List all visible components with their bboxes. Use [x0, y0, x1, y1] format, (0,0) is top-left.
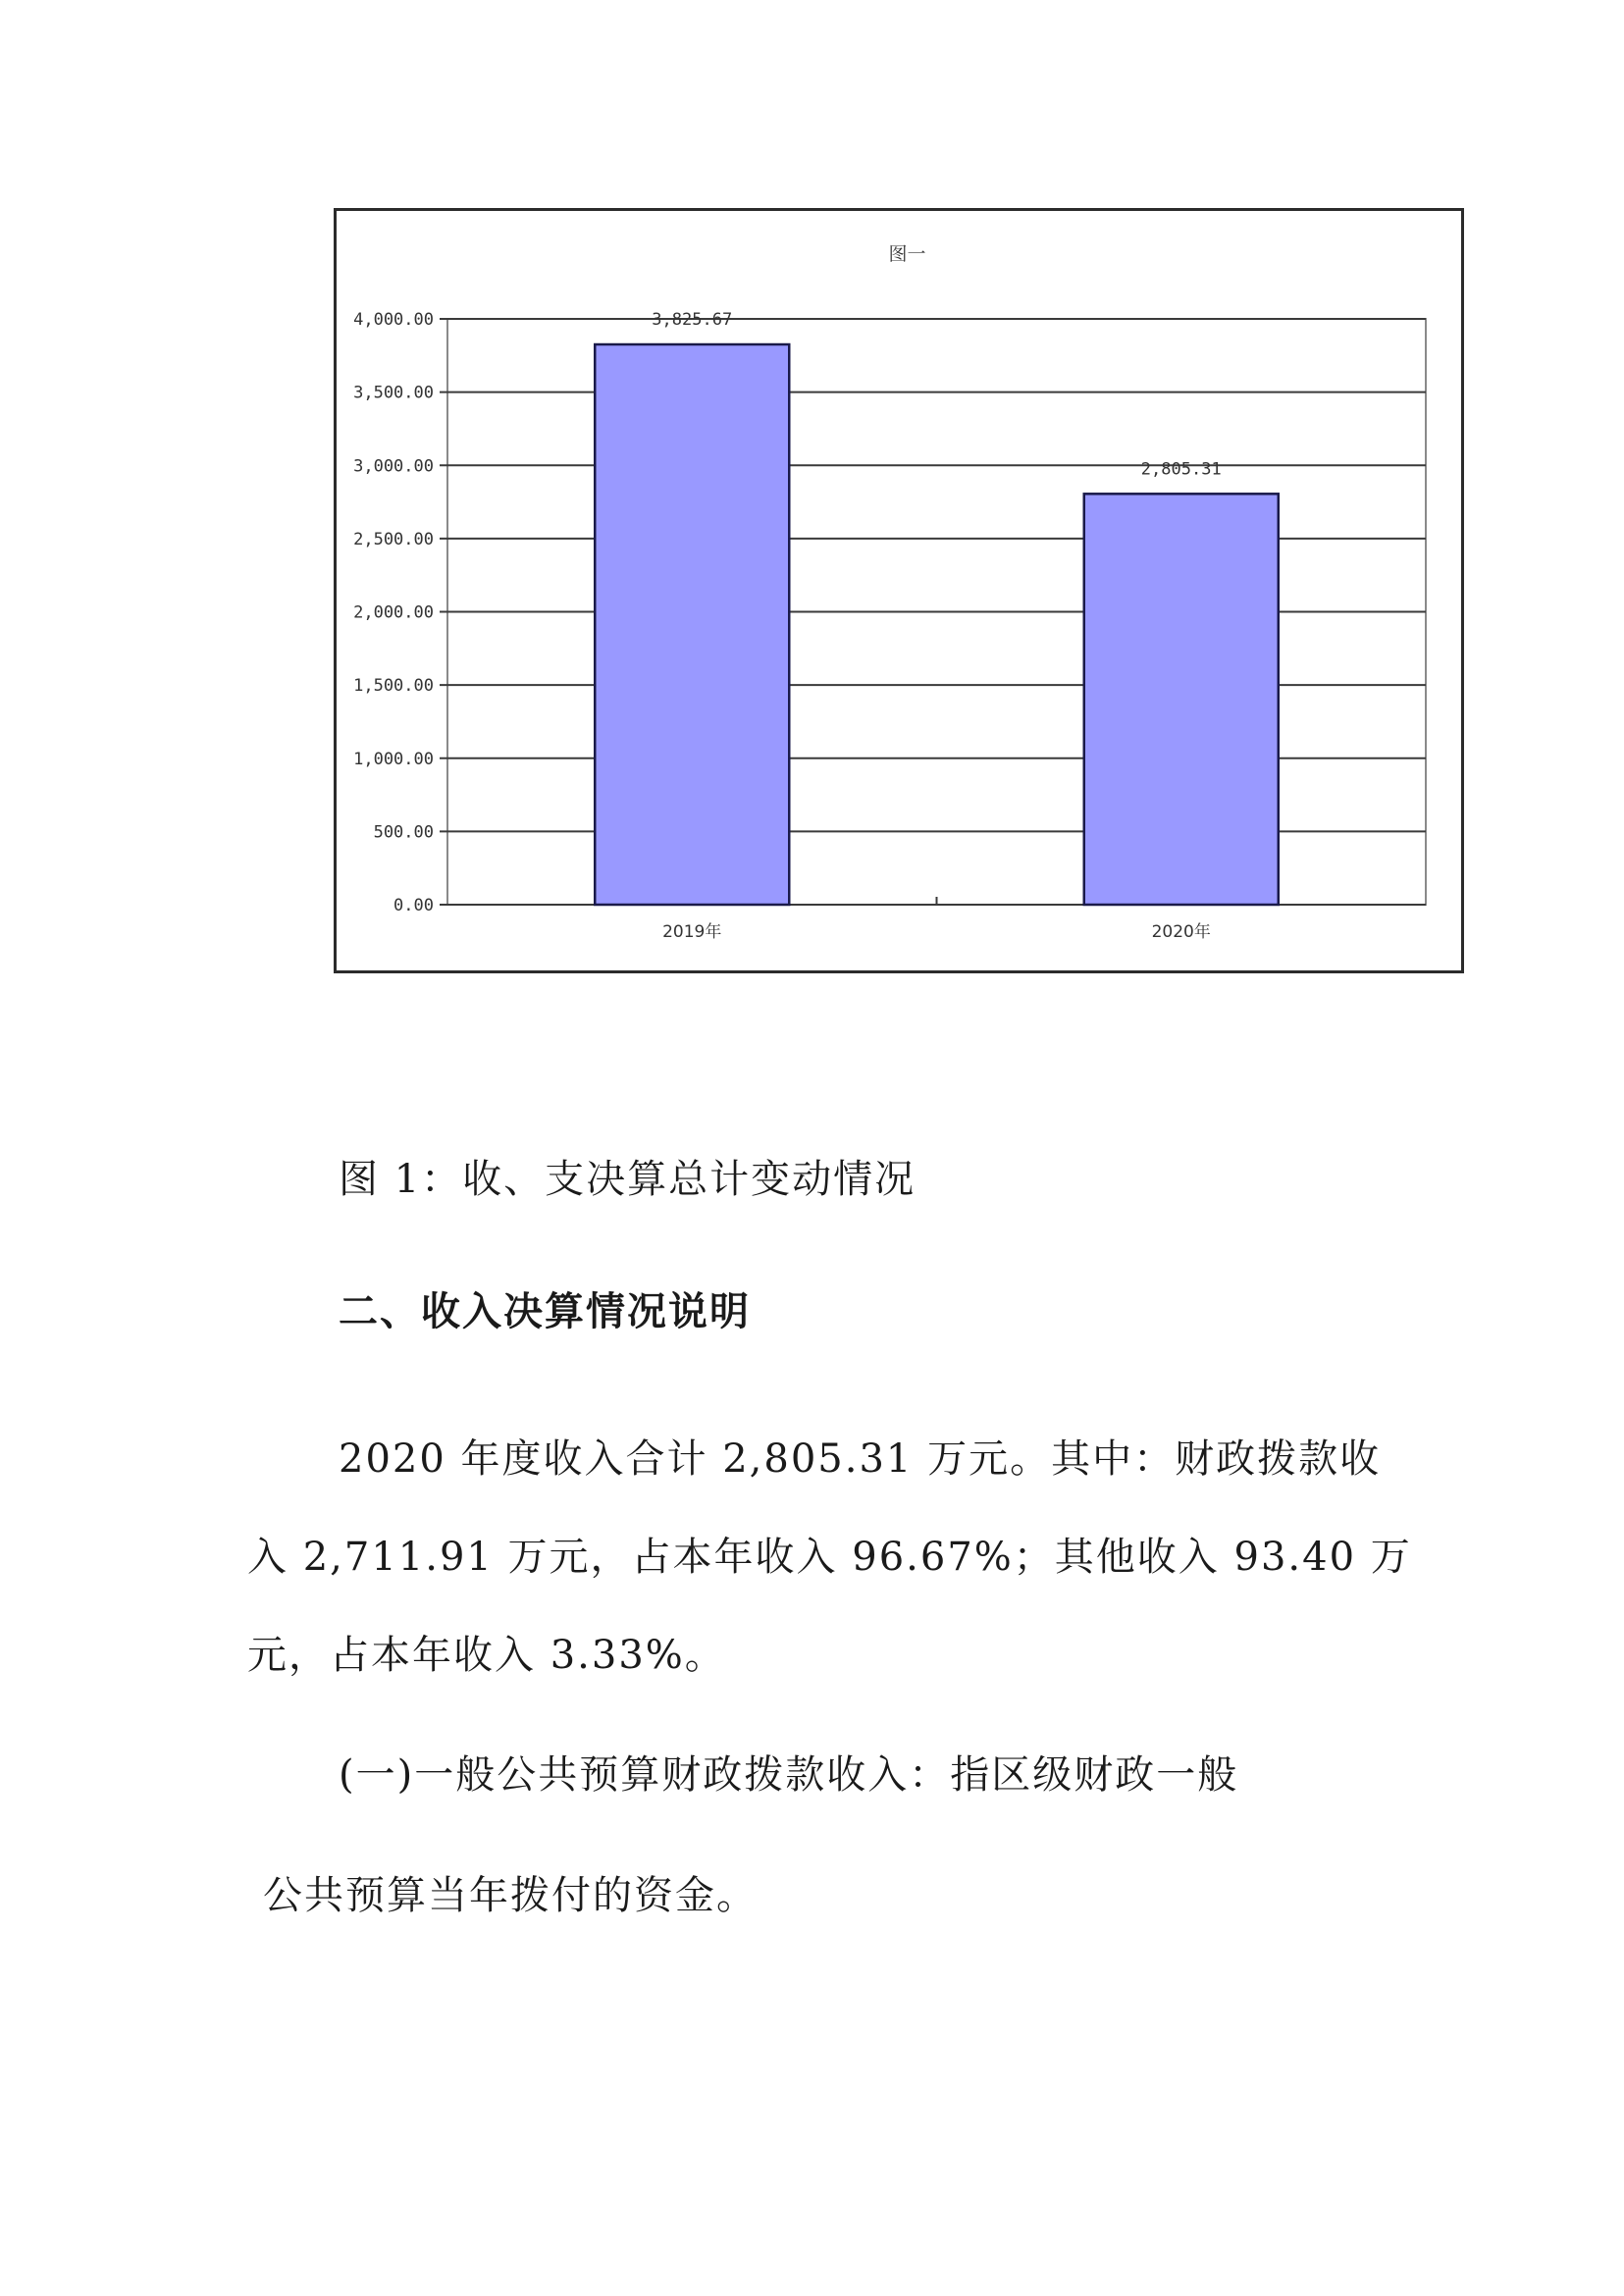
- x-tick-label: 2019年: [662, 922, 722, 942]
- y-tick-label: 500.00: [373, 822, 434, 843]
- bar: [1084, 494, 1279, 905]
- y-tick-label: 0.00: [393, 896, 434, 915]
- y-tick-label: 2,500.00: [353, 529, 434, 549]
- paragraph-line: 公共预算当年拨付的资金。: [263, 1873, 758, 1918]
- paragraph-line: 入 2,711.91 万元，占本年收入 96.67%；其他收入 93.40 万: [247, 1535, 1412, 1580]
- chart-svg: [337, 211, 1461, 970]
- chart-title: 图一: [888, 243, 926, 265]
- y-tick-label: 3,500.00: [353, 383, 434, 403]
- y-tick-label: 3,000.00: [353, 456, 434, 477]
- paragraph-line: (一)一般公共预算财政拨款收入：指区级财政一般: [339, 1752, 1239, 1798]
- y-tick-label: 1,500.00: [353, 676, 434, 697]
- paragraph-line: 元，占本年收入 3.33%。: [247, 1633, 726, 1678]
- bar-chart: [334, 208, 1464, 973]
- y-tick-label: 4,000.00: [353, 310, 434, 330]
- data-label: 2,805.31: [1140, 459, 1222, 480]
- y-tick-label: 1,000.00: [353, 749, 434, 769]
- bar: [595, 344, 789, 905]
- y-tick-label: 2,000.00: [353, 602, 434, 623]
- section-heading: 二、收入决算情况说明: [339, 1289, 751, 1334]
- data-label: 3,825.67: [652, 310, 733, 331]
- x-tick-label: 2020年: [1151, 922, 1211, 942]
- figure-caption: 图 1：收、支决算总计变动情况: [339, 1157, 917, 1202]
- paragraph-line: 2020 年度收入合计 2,805.31 万元。其中：财政拨款收: [339, 1436, 1382, 1482]
